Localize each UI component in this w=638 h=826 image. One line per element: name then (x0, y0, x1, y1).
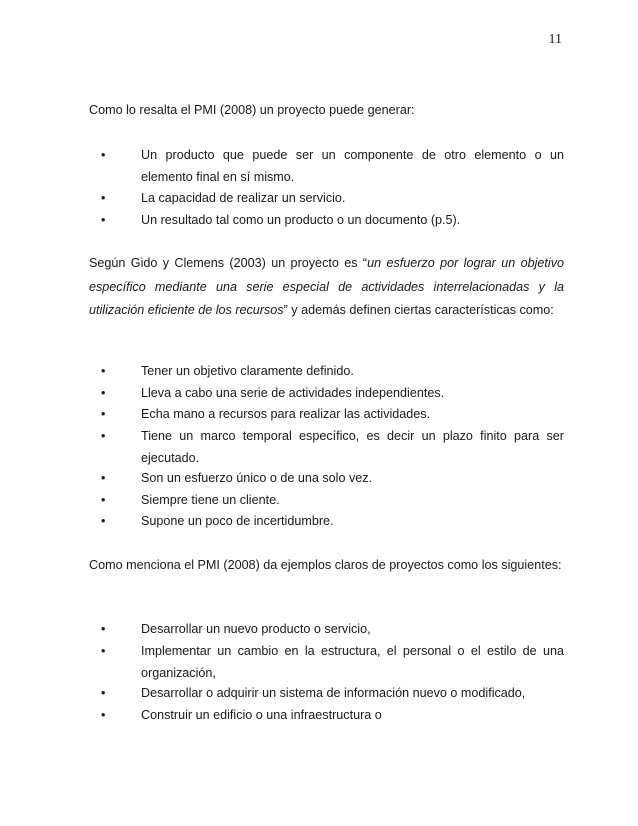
list-item (89, 360, 564, 382)
list-item-text: Son un esfuerzo único o de una solo vez. (141, 471, 373, 485)
list-item-text: Siempre tiene un cliente. (141, 493, 280, 507)
list-item-text: Construir un edificio o una infraestructura o (141, 708, 382, 722)
examples-paragraph: Como menciona el PMI (2008) da ejemplos claros de proyectos como los siguientes: (89, 558, 562, 572)
list-item (89, 682, 564, 704)
list-item (89, 187, 564, 209)
gido-paragraph (89, 252, 564, 323)
list-item-text: Lleva a cabo una serie de actividades independientes. (141, 386, 445, 400)
list-item (89, 467, 564, 489)
bullet-icon: • (101, 429, 106, 443)
bullet-icon: • (101, 493, 106, 507)
list-item (89, 618, 564, 640)
bullet-icon: • (101, 386, 106, 400)
bullet-icon: • (101, 148, 106, 162)
list-item-text: Tener un objetivo claramente definido. (141, 364, 354, 378)
bullet-icon: • (101, 644, 106, 658)
bullet-icon: • (101, 622, 106, 636)
list-item-text: Implementar un cambio en la estructura, el personal o el estilo de una organización, (141, 644, 564, 680)
list-item-text: Tiene un marco temporal específico, es decir un plazo finito para ser ejecutado. (141, 429, 564, 465)
list-item-text: Un resultado tal como un producto o un documento (p.5). (141, 213, 461, 227)
list-item-text: Supone un poco de incertidumbre. (141, 514, 334, 528)
list-item-text: Un producto que puede ser un componente de otro elemento o un elemento final en sí mismo. (141, 148, 564, 184)
list-item-text: Desarrollar un nuevo producto o servicio, (141, 622, 371, 636)
list-item (89, 425, 564, 469)
bullet-icon: • (101, 471, 106, 485)
gido-pre: Según Gido y Clemens (2003) un proyecto es “ (89, 256, 368, 270)
bullet-icon: • (101, 191, 106, 205)
gido-post: ” y además definen ciertas características como: (283, 303, 554, 317)
list-item (89, 704, 564, 726)
bullet-icon: • (101, 407, 106, 421)
intro-paragraph: Como lo resalta el PMI (2008) un proyecto puede generar: (89, 103, 415, 117)
list-item-text: La capacidad de realizar un servicio. (141, 191, 346, 205)
list-item (89, 640, 564, 684)
bullet-icon: • (101, 364, 106, 378)
list-item (89, 489, 564, 511)
bullet-icon: • (101, 686, 106, 700)
list-item (89, 144, 564, 188)
gido-quote: un esfuerzo por lograr un objetivo específico mediante una serie especial de actividades interrelacionadas y la utilización eficiente de los recursos (89, 256, 564, 317)
list-item (89, 209, 564, 231)
page-number: 11 (548, 32, 562, 47)
list-item (89, 382, 564, 404)
list-item (89, 403, 564, 425)
bullet-icon: • (101, 514, 106, 528)
list-item (89, 510, 564, 532)
list-item-text: Desarrollar o adquirir un sistema de información nuevo o modificado, (141, 686, 526, 700)
list-item-text: Echa mano a recursos para realizar las actividades. (141, 407, 431, 421)
bullet-icon: • (101, 213, 106, 227)
bullet-icon: • (101, 708, 106, 722)
